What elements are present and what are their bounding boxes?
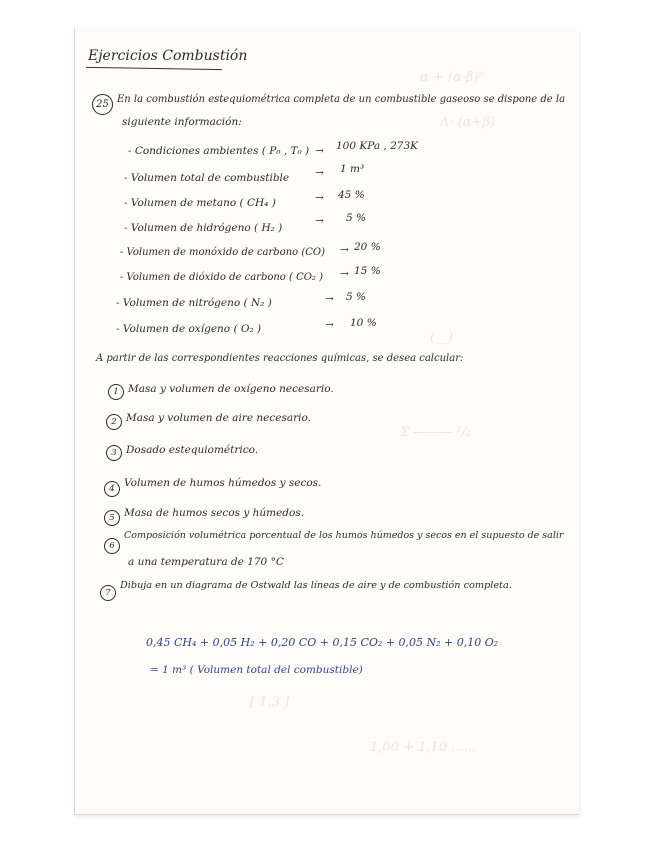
bleed-through-mark: (__) (430, 330, 454, 345)
problem-statement: A partir de las correspondientes reacciones químicas, se desea calcular: (96, 353, 464, 364)
data-item-label: - Volumen de monóxido de carbono (CO) (120, 247, 325, 258)
data-item-value: 5 % (346, 212, 366, 224)
arrow-symbol: → (315, 167, 324, 179)
data-item-label: - Condiciones ambientes ( P₀ , T₀ ) (128, 145, 310, 157)
arrow-symbol: → (315, 192, 324, 204)
data-item-label: - Volumen de nitrógeno ( N₂ ) (116, 297, 272, 309)
data-item-label: - Volumen de metano ( CH₄ ) (124, 197, 276, 209)
question-text: Masa y volumen de aire necesario. (126, 412, 311, 424)
arrow-symbol: → (325, 319, 334, 331)
arrow-symbol: → (315, 145, 324, 157)
question-text-continued: a una temperatura de 170 °C (128, 556, 284, 568)
question-number: 5 (104, 510, 120, 526)
bleed-through-mark: α + (α·β)² (420, 70, 484, 85)
data-item-label: - Volumen total de combustible (124, 172, 290, 184)
question-number: 6 (104, 538, 120, 554)
question-number: 1 (108, 384, 124, 400)
question-number: 2 (106, 414, 122, 430)
question-number: 4 (104, 481, 120, 497)
question-text: Masa de humos secos y húmedos. (124, 507, 305, 519)
data-item-label: - Volumen de oxígeno ( O₂ ) (116, 323, 262, 335)
data-item-value: 15 % (354, 265, 381, 277)
arrow-symbol: → (325, 293, 334, 305)
question-text: Volumen de humos húmedos y secos. (124, 477, 322, 489)
page-title: Ejercicios Combustión (88, 48, 248, 64)
question-number: 7 (100, 585, 116, 601)
data-item-value: 20 % (354, 241, 381, 253)
problem-intro-line1: En la combustión estequiométrica completa de un combustible gaseoso se dispone de la (117, 94, 566, 105)
question-number: 3 (106, 445, 122, 461)
bleed-through-mark: Δ· (α+β) (440, 115, 495, 130)
data-item-value: 1 m³ (340, 163, 365, 175)
arrow-symbol: → (340, 268, 349, 280)
combustion-equation-total: = 1 m³ ( Volumen total del combustible) (150, 664, 363, 676)
bleed-through-mark: [ 1,3 ] (250, 695, 290, 710)
problem-number: 25 (92, 94, 113, 115)
data-item-label: - Volumen de dióxido de carbono ( CO₂ ) (120, 272, 324, 283)
data-item-label: - Volumen de hidrógeno ( H₂ ) (124, 222, 283, 234)
data-item-value: 45 % (338, 189, 365, 201)
question-text: Dibuja en un diagrama de Ostwald las líneas de aire y de combustión completa. (120, 580, 512, 591)
question-text: Masa y volumen de oxígeno necesario. (128, 383, 334, 395)
data-item-value: 100 KPa , 273K (336, 140, 418, 152)
problem-intro-line2: siguiente información: (122, 116, 242, 128)
arrow-symbol: → (340, 244, 349, 256)
arrow-symbol: → (315, 215, 324, 227)
data-item-value: 5 % (346, 291, 366, 303)
question-text: Dosado estequiométrico. (126, 444, 259, 456)
bleed-through-mark: Σ ——— ¹/₂ (400, 425, 472, 440)
question-text: Composición volumétrica porcentual de los humos húmedos y secos en el supuesto de salir (124, 530, 564, 541)
bleed-through-mark: 1,00 + 1,10 ...... (370, 740, 476, 755)
combustion-equation: 0,45 CH₄ + 0,05 H₂ + 0,20 CO + 0,15 CO₂ + 0,05 N₂ + 0,10 O₂ (146, 636, 499, 649)
data-item-value: 10 % (350, 317, 377, 329)
